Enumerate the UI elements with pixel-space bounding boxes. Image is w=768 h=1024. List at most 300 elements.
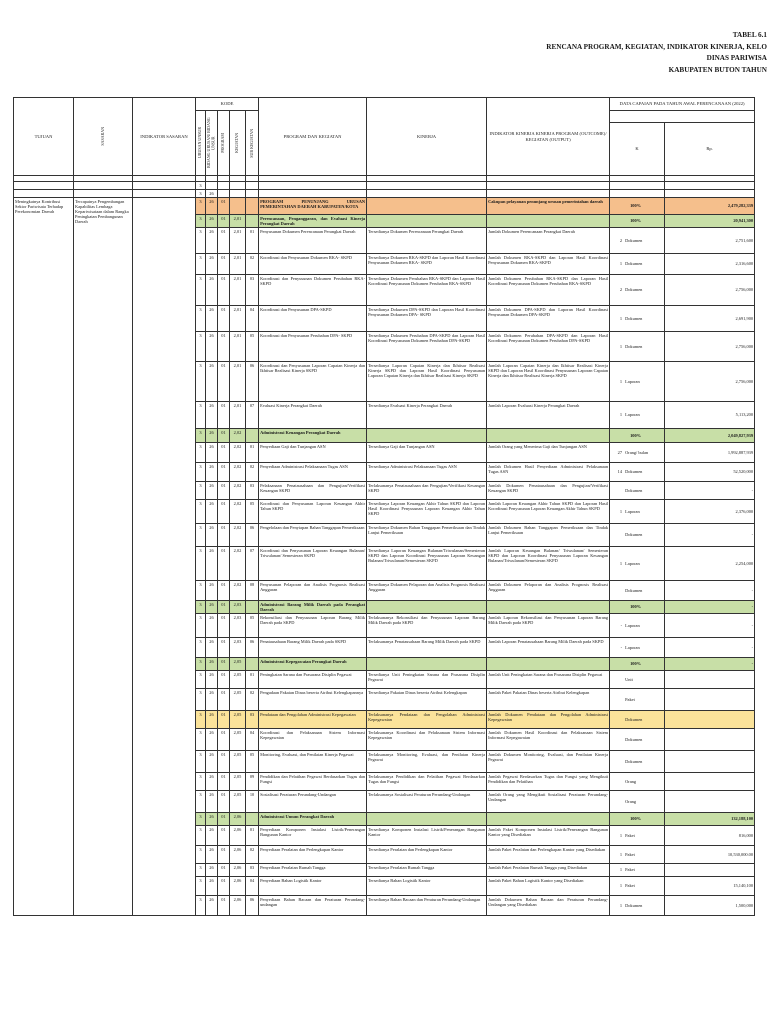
kode-program-cell: 01 <box>218 362 230 402</box>
k-cell <box>610 198 665 215</box>
kode-program-cell <box>218 190 230 198</box>
kode-kegiatan-cell: 2,02 <box>230 443 246 463</box>
kode-program-cell: 01 <box>218 228 230 254</box>
program-kegiatan-cell: Administrasi Keuangan Perangkat Daerah <box>259 429 367 443</box>
kode-sub-kegiatan-cell: 02 <box>246 688 259 710</box>
k-cell <box>610 613 665 637</box>
kode-urusan-cell: 3 <box>196 402 206 429</box>
kode-bidang-cell: 26 <box>206 613 218 637</box>
k-cell <box>610 182 665 190</box>
kode-urusan-cell: 3 <box>196 482 206 500</box>
col-kode-program: PROGRAM <box>218 111 230 176</box>
indikator-kinerja-cell <box>487 215 610 228</box>
kode-kegiatan-cell: 2,06 <box>230 863 246 876</box>
indikator-sasaran-cell <box>133 198 196 916</box>
kode-urusan-cell: 3 <box>196 710 206 728</box>
rp-cell: 132,188,100 <box>665 812 755 825</box>
rp-cell: 20,941,300 <box>665 215 755 228</box>
kode-urusan-cell: 3 <box>196 728 206 750</box>
k-cell <box>610 876 665 895</box>
col-rp: Rp. <box>665 123 755 176</box>
kode-sub-kegiatan-cell: 03 <box>246 275 259 306</box>
k-unit: Dokumen <box>625 587 643 593</box>
indikator-kinerja-cell <box>487 429 610 443</box>
program-kegiatan-cell: Koordinasi dan Penyusunan Laporan Capaian Kinerja dan Ikhtisar Realisasi Kinerja SKPD <box>259 362 367 402</box>
k-cell <box>610 402 665 429</box>
tujuan-cell <box>14 182 74 190</box>
kode-bidang-cell: 26 <box>206 728 218 750</box>
program-kegiatan-cell: Penyediaan Bahan Logistik Kantor <box>259 876 367 895</box>
kode-sub-kegiatan-cell: 03 <box>246 863 259 876</box>
kinerja-cell: Tersedianya Komponen Instalasi Listrik/Penerangan Bangunan Kantor <box>367 825 487 845</box>
program-kegiatan-cell: Penyediaan Peralatan dan Perlengkapan Kantor <box>259 845 367 863</box>
kode-sub-kegiatan-cell <box>246 190 259 198</box>
indikator-kinerja-cell: Jumlah Paket Pakaian Dinas beserta Atribut Kelengkapan <box>487 688 610 710</box>
col-kode-sub-kegiatan: SUB KEGIATAN <box>246 111 259 176</box>
rp-cell: 2,049,827,939 <box>665 429 755 443</box>
k-cell <box>610 710 665 728</box>
kode-urusan-cell: 3 <box>196 581 206 601</box>
kode-urusan-cell: 3 <box>196 825 206 845</box>
k-unit: Laporan <box>625 378 640 384</box>
kode-program-cell: 01 <box>218 524 230 547</box>
kode-urusan-cell: 3 <box>196 182 206 190</box>
kode-kegiatan-cell: 2,06 <box>230 812 246 825</box>
k-unit: Dokumen <box>625 261 643 267</box>
kinerja-cell: Terlaksananya Sosialisasi Peraturan Perundang-Undangan <box>367 790 487 812</box>
rp-cell: 15,140,100 <box>665 876 755 895</box>
kode-bidang-cell: 26 <box>206 876 218 895</box>
k-cell <box>610 306 665 332</box>
k-value: 14 <box>617 469 623 475</box>
kode-bidang-cell: 26 <box>206 670 218 688</box>
kinerja-cell: Terlaksananya Penatausahaan dan Pengujian/Verifikasi Keuangan SKPD <box>367 482 487 500</box>
kinerja-cell: Terlaksananya Rekonsiliasi dan Penyusunan Laporan Barang Milik Daerah pada SKPD <box>367 613 487 637</box>
col-program-kegiatan: PROGRAM DAN KEGIATAN <box>259 98 367 176</box>
kode-sub-kegiatan-cell: 03 <box>246 482 259 500</box>
kode-sub-kegiatan-cell: 04 <box>246 728 259 750</box>
rp-cell: 5,113,200 <box>665 402 755 429</box>
rp-cell <box>665 863 755 876</box>
indikator-kinerja-cell: Jumlah Dokumen Hasil Koordinasi dan Pelaksanaan Sistem Informasi Kepegawaian <box>487 728 610 750</box>
program-kegiatan-cell: Koordinasi dan Penyusunan Dokumen Perubahan RKA-SKPD <box>259 275 367 306</box>
kode-urusan-cell: 3 <box>196 876 206 895</box>
kode-sub-kegiatan-cell: 08 <box>246 581 259 601</box>
program-kegiatan-cell <box>259 182 367 190</box>
kode-program-cell: 01 <box>218 845 230 863</box>
kode-sub-kegiatan-cell: 02 <box>246 463 259 482</box>
kode-kegiatan-cell: 2,06 <box>230 825 246 845</box>
rp-cell: 2,751,600 <box>665 228 755 254</box>
kode-bidang-cell: 26 <box>206 215 218 228</box>
k-value: 100% <box>630 661 642 667</box>
kode-program-cell: 01 <box>218 581 230 601</box>
kode-urusan-cell: 3 <box>196 812 206 825</box>
k-value: - <box>620 644 623 650</box>
kode-sub-kegiatan-cell: 07 <box>246 547 259 581</box>
k-unit: Dokumen <box>625 237 643 243</box>
kode-program-cell: 01 <box>218 306 230 332</box>
kode-bidang-cell: 26 <box>206 710 218 728</box>
kinerja-cell <box>367 657 487 670</box>
program-kegiatan-cell: Monitoring, Evaluasi, dan Penilaian Kinerja Pegawai <box>259 750 367 772</box>
kode-sub-kegiatan-cell: 05 <box>246 500 259 524</box>
k-value: - <box>620 622 623 628</box>
kode-sub-kegiatan-cell: 06 <box>246 895 259 915</box>
kode-bidang-cell: 26 <box>206 825 218 845</box>
document-header <box>348 30 768 76</box>
kode-sub-kegiatan-cell: 02 <box>246 845 259 863</box>
table-title: RENCANA PROGRAM, KEGIATAN, INDIKATOR KINERJA, KELO <box>546 42 767 51</box>
table-row <box>14 182 755 190</box>
k-unit: Paket <box>625 851 635 857</box>
kode-program-cell: 01 <box>218 215 230 228</box>
indikator-kinerja-cell: Jumlah Dokumen Pendataan dan Pengolahan Administrasi Kepegawaian <box>487 710 610 728</box>
rp-cell: 52,520,000 <box>665 463 755 482</box>
kode-urusan-cell: 3 <box>196 463 206 482</box>
kode-sub-kegiatan-cell: 05 <box>246 750 259 772</box>
k-cell <box>610 670 665 688</box>
kode-kegiatan-cell: 2,01 <box>230 275 246 306</box>
table-number: TABEL 6.1 <box>732 31 767 39</box>
kode-kegiatan-cell: 2,05 <box>230 688 246 710</box>
rp-cell <box>665 750 755 772</box>
kode-urusan-cell: 3 <box>196 190 206 198</box>
kinerja-cell: Tersedianya Gaji dan Tunjangan ASN <box>367 443 487 463</box>
table-body <box>14 176 755 916</box>
program-kegiatan-cell: Perencanaan, Penganggaran, dan Evaluasi Kinerja Perangkat Daerah <box>260 215 366 226</box>
k-value: 1 <box>619 378 623 384</box>
kode-sub-kegiatan-cell: 05 <box>246 332 259 362</box>
indikator-sasaran-cell <box>133 182 196 190</box>
kode-urusan-cell: 3 <box>196 215 206 228</box>
kode-kegiatan-cell: 2,05 <box>230 790 246 812</box>
indikator-kinerja-cell: Jumlah Dokumen DPA-SKPD dan Laporan Hasil Koordinasi Penyusunan Dokumen DPA-SKPD <box>487 306 610 332</box>
k-unit: Orang/ bulan <box>625 449 649 455</box>
rp-cell: - <box>665 601 755 614</box>
rp-cell <box>665 790 755 812</box>
kode-sub-kegiatan-cell: 06 <box>246 362 259 402</box>
indikator-kinerja-cell: Jumlah Laporan Keuangan Bulanan/ Triwulanan/ Semesteran SKPD dan Laporan Koordinasi Penyusunan Laporan Keuangan Bulanan/Triwulanan/Semesteran SKPD <box>487 547 610 581</box>
program-kegiatan-cell: Pendataan dan Pengolahan Administrasi Kepegawaian <box>259 710 367 728</box>
program-kegiatan-cell: Penyusunan Dokumen Perencanaan Perangkat Daerah <box>259 228 367 254</box>
k-value: 1 <box>619 315 623 321</box>
kode-program-cell: 01 <box>218 750 230 772</box>
kode-bidang-cell: 26 <box>206 750 218 772</box>
k-cell <box>610 524 665 547</box>
indikator-kinerja-cell: Jumlah Unit Peningkatan Sarana dan Prasarana Disiplin Pegawai <box>487 670 610 688</box>
sasaran-cell <box>74 182 133 190</box>
kode-bidang-cell: 26 <box>206 332 218 362</box>
k-cell <box>610 657 665 670</box>
kinerja-cell: Terlaksananya Penatausahaan Barang Milik Daerah pada SKPD <box>367 637 487 657</box>
kode-kegiatan-cell <box>230 190 246 198</box>
kode-urusan-cell: 3 <box>196 362 206 402</box>
indikator-kinerja-cell <box>487 812 610 825</box>
rp-cell: 2,316,600 <box>665 254 755 275</box>
k-cell <box>610 275 665 306</box>
kode-bidang-cell: 26 <box>206 362 218 402</box>
kode-sub-kegiatan-cell: 05 <box>246 613 259 637</box>
kinerja-cell <box>367 190 487 198</box>
kode-program-cell: 01 <box>218 710 230 728</box>
k-value: 100% <box>630 203 642 209</box>
k-value: 1 <box>619 560 623 566</box>
kode-urusan-cell: 3 <box>196 863 206 876</box>
kode-program-cell: 01 <box>218 500 230 524</box>
kode-kegiatan-cell <box>230 182 246 190</box>
kode-sub-kegiatan-cell: 01 <box>246 228 259 254</box>
kinerja-cell: Tersedianya Administrasi Pelaksanaan Tugas ASN <box>367 463 487 482</box>
k-cell <box>610 190 665 198</box>
indikator-kinerja-cell: Jumlah Paket Peralatan Rumah Tangga yang Disediakan <box>487 863 610 876</box>
indikator-kinerja-cell: Jumlah Dokumen Pelaporan dan Analisis Prognosis Realisasi Anggaran <box>487 581 610 601</box>
kinerja-cell: Tersedianya Dokumen DPA-SKPD dan Laporan Hasil Koordinasi Penyusunan Dokumen DPA- SKPD <box>367 306 487 332</box>
kode-kegiatan-cell: 2,01 <box>230 306 246 332</box>
k-unit: Orang <box>625 798 637 804</box>
kode-urusan-cell: 3 <box>196 500 206 524</box>
kode-bidang-cell: 26 <box>206 275 218 306</box>
col-capaian-spacer <box>610 111 755 123</box>
program-kegiatan-cell: Koordinasi dan Penyusunan Laporan Keuangan Bulanan/ Triwulanan/ Semesteran SKPD <box>259 547 367 581</box>
kode-kegiatan-cell: 2,02 <box>230 581 246 601</box>
k-cell <box>610 812 665 825</box>
kode-kegiatan-cell: 2,02 <box>230 547 246 581</box>
k-value: 100% <box>630 816 642 822</box>
kode-sub-kegiatan-cell: 04 <box>246 876 259 895</box>
k-unit: Dokumen <box>625 532 643 538</box>
kode-kegiatan-cell: 2,01 <box>230 254 246 275</box>
kode-urusan-cell: 3 <box>196 332 206 362</box>
k-cell <box>610 547 665 581</box>
kode-program-cell: 01 <box>218 482 230 500</box>
k-value: 27 <box>617 449 623 455</box>
kode-bidang-cell: 26 <box>206 228 218 254</box>
indikator-kinerja-cell: Jumlah Dokumen Perencanaan Perangkat Daerah <box>487 228 610 254</box>
k-unit: Laporan <box>625 644 640 650</box>
k-value: 1 <box>619 261 623 267</box>
k-cell <box>610 825 665 845</box>
col-kode-urusan: URUSAN UNSUR <box>196 111 206 176</box>
kode-kegiatan-cell: 2,01 <box>230 402 246 429</box>
program-kegiatan-cell: Administrasi Kepegawaian Perangkat Daerah <box>259 657 367 670</box>
indikator-kinerja-cell: Jumlah Dokumen Perubahan DPA-SKPD dan Laporan Hasil Koordinasi Penyusunan Dokumen Perubahan DPA-SKPD <box>487 332 610 362</box>
kode-sub-kegiatan-cell <box>246 215 259 228</box>
kode-urusan-cell: 3 <box>196 254 206 275</box>
kode-bidang-cell: 26 <box>206 443 218 463</box>
kinerja-cell: Terlaksananya Pendidikan dan Pelatihan Pegawai Berdasarkan Tugas dan Fungsi <box>367 772 487 790</box>
kode-program-cell: 01 <box>218 637 230 657</box>
k-unit: Dokumen <box>625 716 643 722</box>
kode-bidang-cell: 26 <box>206 688 218 710</box>
kode-urusan-cell: 3 <box>196 670 206 688</box>
kode-urusan-cell: 3 <box>196 443 206 463</box>
k-unit: Dokumen <box>625 758 643 764</box>
agency-name: DINAS PARIWISA <box>706 54 767 62</box>
kode-program-cell: 01 <box>218 547 230 581</box>
kode-program-cell: 01 <box>218 728 230 750</box>
program-kegiatan-cell: Administrasi Umum Perangkat Daerah <box>259 812 367 825</box>
indikator-kinerja-cell: Jumlah Pegawai Berdasarkan Tugas dan Fungsi yang Mengikuti Pendidikan dan Pelatihan <box>487 772 610 790</box>
kinerja-cell <box>367 812 487 825</box>
table-row <box>14 190 755 198</box>
k-unit: Laporan <box>625 622 640 628</box>
kode-program-cell: 01 <box>218 790 230 812</box>
k-cell <box>610 429 665 443</box>
k-value: 1 <box>619 851 623 857</box>
kode-bidang-cell: 26 <box>206 812 218 825</box>
kode-kegiatan-cell: 2,01 <box>230 215 246 228</box>
kode-program-cell: 01 <box>218 429 230 443</box>
k-value: 1 <box>619 883 623 889</box>
k-cell <box>610 443 665 463</box>
program-kegiatan-cell: Pendidikan dan Pelatihan Pegawai Berdasarkan Tugas dan Fungsi <box>259 772 367 790</box>
rp-cell: 2,756,000 <box>665 332 755 362</box>
kode-kegiatan-cell: 2,05 <box>230 750 246 772</box>
kinerja-cell: Tersedianya Bahan Bacaan dan Peraturan Perundang-Undangan <box>367 895 487 915</box>
kinerja-cell: Tersedianya Dokumen Perubahan RKA-SKPD dan Laporan Hasil Koordinasi Penyusunan Dokumen Perubahan RKA-SKPD <box>367 275 487 306</box>
kode-urusan-cell: 3 <box>196 895 206 915</box>
kode-program-cell: 01 <box>218 402 230 429</box>
k-unit: Laporan <box>625 412 640 418</box>
kode-sub-kegiatan-cell: 07 <box>246 402 259 429</box>
rp-cell: 816,000 <box>665 825 755 845</box>
rp-cell: - <box>665 581 755 601</box>
kinerja-cell: Tersedianya Dokumen Pelaporan dan Analisis Prognosis Realisasi Anggaran <box>367 581 487 601</box>
program-kegiatan-cell: Pengadaan Pakaian Dinas beserta Atribut Kelengkapannya <box>259 688 367 710</box>
kinerja-cell: Terlaksananya Pendataan dan Pengolahan Administrasi Kepegawaian <box>367 710 487 728</box>
indikator-kinerja-cell: Cakupan pelayanan penunjang urusan pemerintahan daerah <box>487 198 610 215</box>
k-unit: Paket <box>625 696 635 702</box>
indikator-kinerja-cell: Jumlah Dokumen Hasil Penyediaan Administrasi Pelaksanaan Tugas ASN <box>487 463 610 482</box>
region-year: KABUPATEN BUTON TAHUN <box>668 65 767 74</box>
rp-cell <box>665 728 755 750</box>
kode-urusan-cell: 3 <box>196 657 206 670</box>
program-kegiatan-cell: Penyediaan Komponen Instalasi Listrik/Penerangan Bangunan Kantor <box>259 825 367 845</box>
program-kegiatan-cell: PROGRAM PENUNJANG URUSAN PEMERINTAHAN DAERAH KABUPATEN/KOTA <box>259 198 367 215</box>
col-kode-bidang: BIDANG URUSAN/ BIDANG UNSUR <box>206 111 218 176</box>
kode-kegiatan-cell: 2,05 <box>230 728 246 750</box>
table-row <box>14 198 755 215</box>
k-value: 100% <box>630 218 642 224</box>
program-kegiatan-cell: Peningkatan Sarana dan Prasarana Disiplin Pegawai <box>259 670 367 688</box>
kode-program-cell: 01 <box>218 688 230 710</box>
rp-cell: 1,992,887,939 <box>665 443 755 463</box>
kode-kegiatan-cell: 2,05 <box>230 657 246 670</box>
kinerja-cell: Terlaksananya Koordinasi dan Pelaksanaan Sistem Informasi Kepegawaian <box>367 728 487 750</box>
kode-kegiatan-cell: 2,02 <box>230 524 246 547</box>
indikator-kinerja-cell: Jumlah Paket Komponen Instalasi Listrik/Penerangan Bangunan Kantor yang Disediakan <box>487 825 610 845</box>
kinerja-cell <box>367 601 487 614</box>
col-sasaran: SASARAN <box>74 98 133 176</box>
kode-program-cell: 01 <box>218 657 230 670</box>
k-cell <box>610 254 665 275</box>
rp-cell: - <box>665 613 755 637</box>
kinerja-cell: Tersedianya Bahan Logistik Kantor <box>367 876 487 895</box>
rp-cell: 2,376,000 <box>665 500 755 524</box>
kode-bidang-cell: 26 <box>206 657 218 670</box>
indikator-kinerja-cell: Jumlah Dokumen Perubahan RKA-SKPD dan Laporan Hasil Koordinasi Penyusunan Dokumen Perubahan RKA-SKPD <box>487 275 610 306</box>
kode-kegiatan-cell: 2,05 <box>230 670 246 688</box>
kode-urusan-cell: 3 <box>196 275 206 306</box>
kode-urusan-cell: 3 <box>196 613 206 637</box>
program-kegiatan-cell: Penyusunan Pelaporan dan Analisis Prognosis Realisasi Anggaran <box>259 581 367 601</box>
kode-kegiatan-cell: 2,05 <box>230 772 246 790</box>
kinerja-cell: Tersedianya Dokumen Perubahan DPA-SKPD dan Laporan Hasil Koordinasi Penyusunan Dokumen Perubahan DPA-SKPD <box>367 332 487 362</box>
kode-sub-kegiatan-cell: 01 <box>246 670 259 688</box>
kinerja-cell: Tersedianya Evaluasi Kinerja Perangkat Daerah <box>367 402 487 429</box>
kode-sub-kegiatan-cell: 09 <box>246 772 259 790</box>
kinerja-cell <box>367 429 487 443</box>
k-unit: Paket <box>625 832 635 838</box>
rp-cell <box>665 772 755 790</box>
rp-cell: 2,479,282,339 <box>665 198 755 215</box>
kode-bidang-cell: 26 <box>206 402 218 429</box>
program-kegiatan-cell: Koordinasi dan Penyusunan DPA-SKPD <box>259 306 367 332</box>
kode-sub-kegiatan-cell: 06 <box>246 524 259 547</box>
kode-kegiatan-cell: 2,05 <box>230 710 246 728</box>
k-value: 2 <box>619 237 623 243</box>
kode-kegiatan-cell: 2,06 <box>230 845 246 863</box>
k-unit: Dokumen <box>625 902 643 908</box>
kode-sub-kegiatan-cell: 06 <box>246 637 259 657</box>
program-kegiatan-cell <box>259 190 367 198</box>
k-unit: Laporan <box>625 508 640 514</box>
k-cell <box>610 863 665 876</box>
kode-urusan-cell: 3 <box>196 601 206 614</box>
program-kegiatan-cell: Penatausahaan Barang Milik Daerah pada SKPD <box>259 637 367 657</box>
kode-program-cell: 01 <box>218 254 230 275</box>
k-cell <box>610 790 665 812</box>
rp-cell <box>665 182 755 190</box>
kode-bidang-cell: 26 <box>206 895 218 915</box>
indikator-kinerja-cell <box>487 601 610 614</box>
kode-bidang-cell: 26 <box>206 845 218 863</box>
k-cell <box>610 637 665 657</box>
indikator-kinerja-cell: Jumlah Laporan Rekonsiliasi dan Penyusunan Laporan Barang Milik Daerah pada SKPD <box>487 613 610 637</box>
kode-urusan-cell: 3 <box>196 790 206 812</box>
program-kegiatan-cell: Penyediaan Gaji dan Tunjangan ASN <box>259 443 367 463</box>
k-cell <box>610 500 665 524</box>
k-cell <box>610 581 665 601</box>
rencana-program-table <box>13 97 755 916</box>
kinerja-cell: Tersedianya Dokumen Bahan Tanggapan Pemeriksaan dan Tindak Lanjut Pemeriksaan <box>367 524 487 547</box>
kode-bidang-cell: 26 <box>206 637 218 657</box>
col-data-capaian: DATA CAPAIAN PADA TAHUN AWAL PERENCANAAN (2022) <box>610 98 755 111</box>
kode-urusan-cell: 3 <box>196 429 206 443</box>
kode-program-cell: 01 <box>218 601 230 614</box>
indikator-kinerja-cell <box>487 657 610 670</box>
k-value: 1 <box>619 832 623 838</box>
kinerja-cell: Tersedianya Peralatan dan Perlengkapan Kantor <box>367 845 487 863</box>
indikator-kinerja-cell: Jumlah Dokumen Bahan Tanggapan Pemeriksaan dan Tindak Lanjut Pemeriksaan <box>487 524 610 547</box>
kinerja-cell: Tersedianya Dokumen RKA-SKPD dan Laporan Hasil Koordinasi Penyusunan Dokumen RKA- SKPD <box>367 254 487 275</box>
kode-bidang-cell: 26 <box>206 482 218 500</box>
kode-bidang-cell: 26 <box>206 863 218 876</box>
program-kegiatan-cell: Koordinasi dan Penyusunan Perubahan DPA- SKPD <box>259 332 367 362</box>
k-value: 1 <box>619 867 623 873</box>
col-kinerja: KINERJA <box>367 98 487 176</box>
kinerja-cell: Tersedianya Laporan Keuangan Akhir Tahun SKPD dan Laporan Hasil Koordinasi Penyusunan Laporan Keuangan Akhir Tahun SKPD <box>367 500 487 524</box>
kode-bidang-cell: 26 <box>206 198 218 215</box>
k-unit: Paket <box>625 867 635 873</box>
tujuan-cell: Meningkatnya Kontribusi Sektor Pariwisata Terhadap Perekonomian Daerah <box>14 198 74 916</box>
program-kegiatan-cell: Penyediaan Administrasi Pelaksanaan Tugas ASN <box>259 463 367 482</box>
kinerja-cell <box>367 182 487 190</box>
kode-sub-kegiatan-cell <box>246 812 259 825</box>
kode-kegiatan-cell: 2,02 <box>230 500 246 524</box>
k-unit: Dokumen <box>625 736 643 742</box>
